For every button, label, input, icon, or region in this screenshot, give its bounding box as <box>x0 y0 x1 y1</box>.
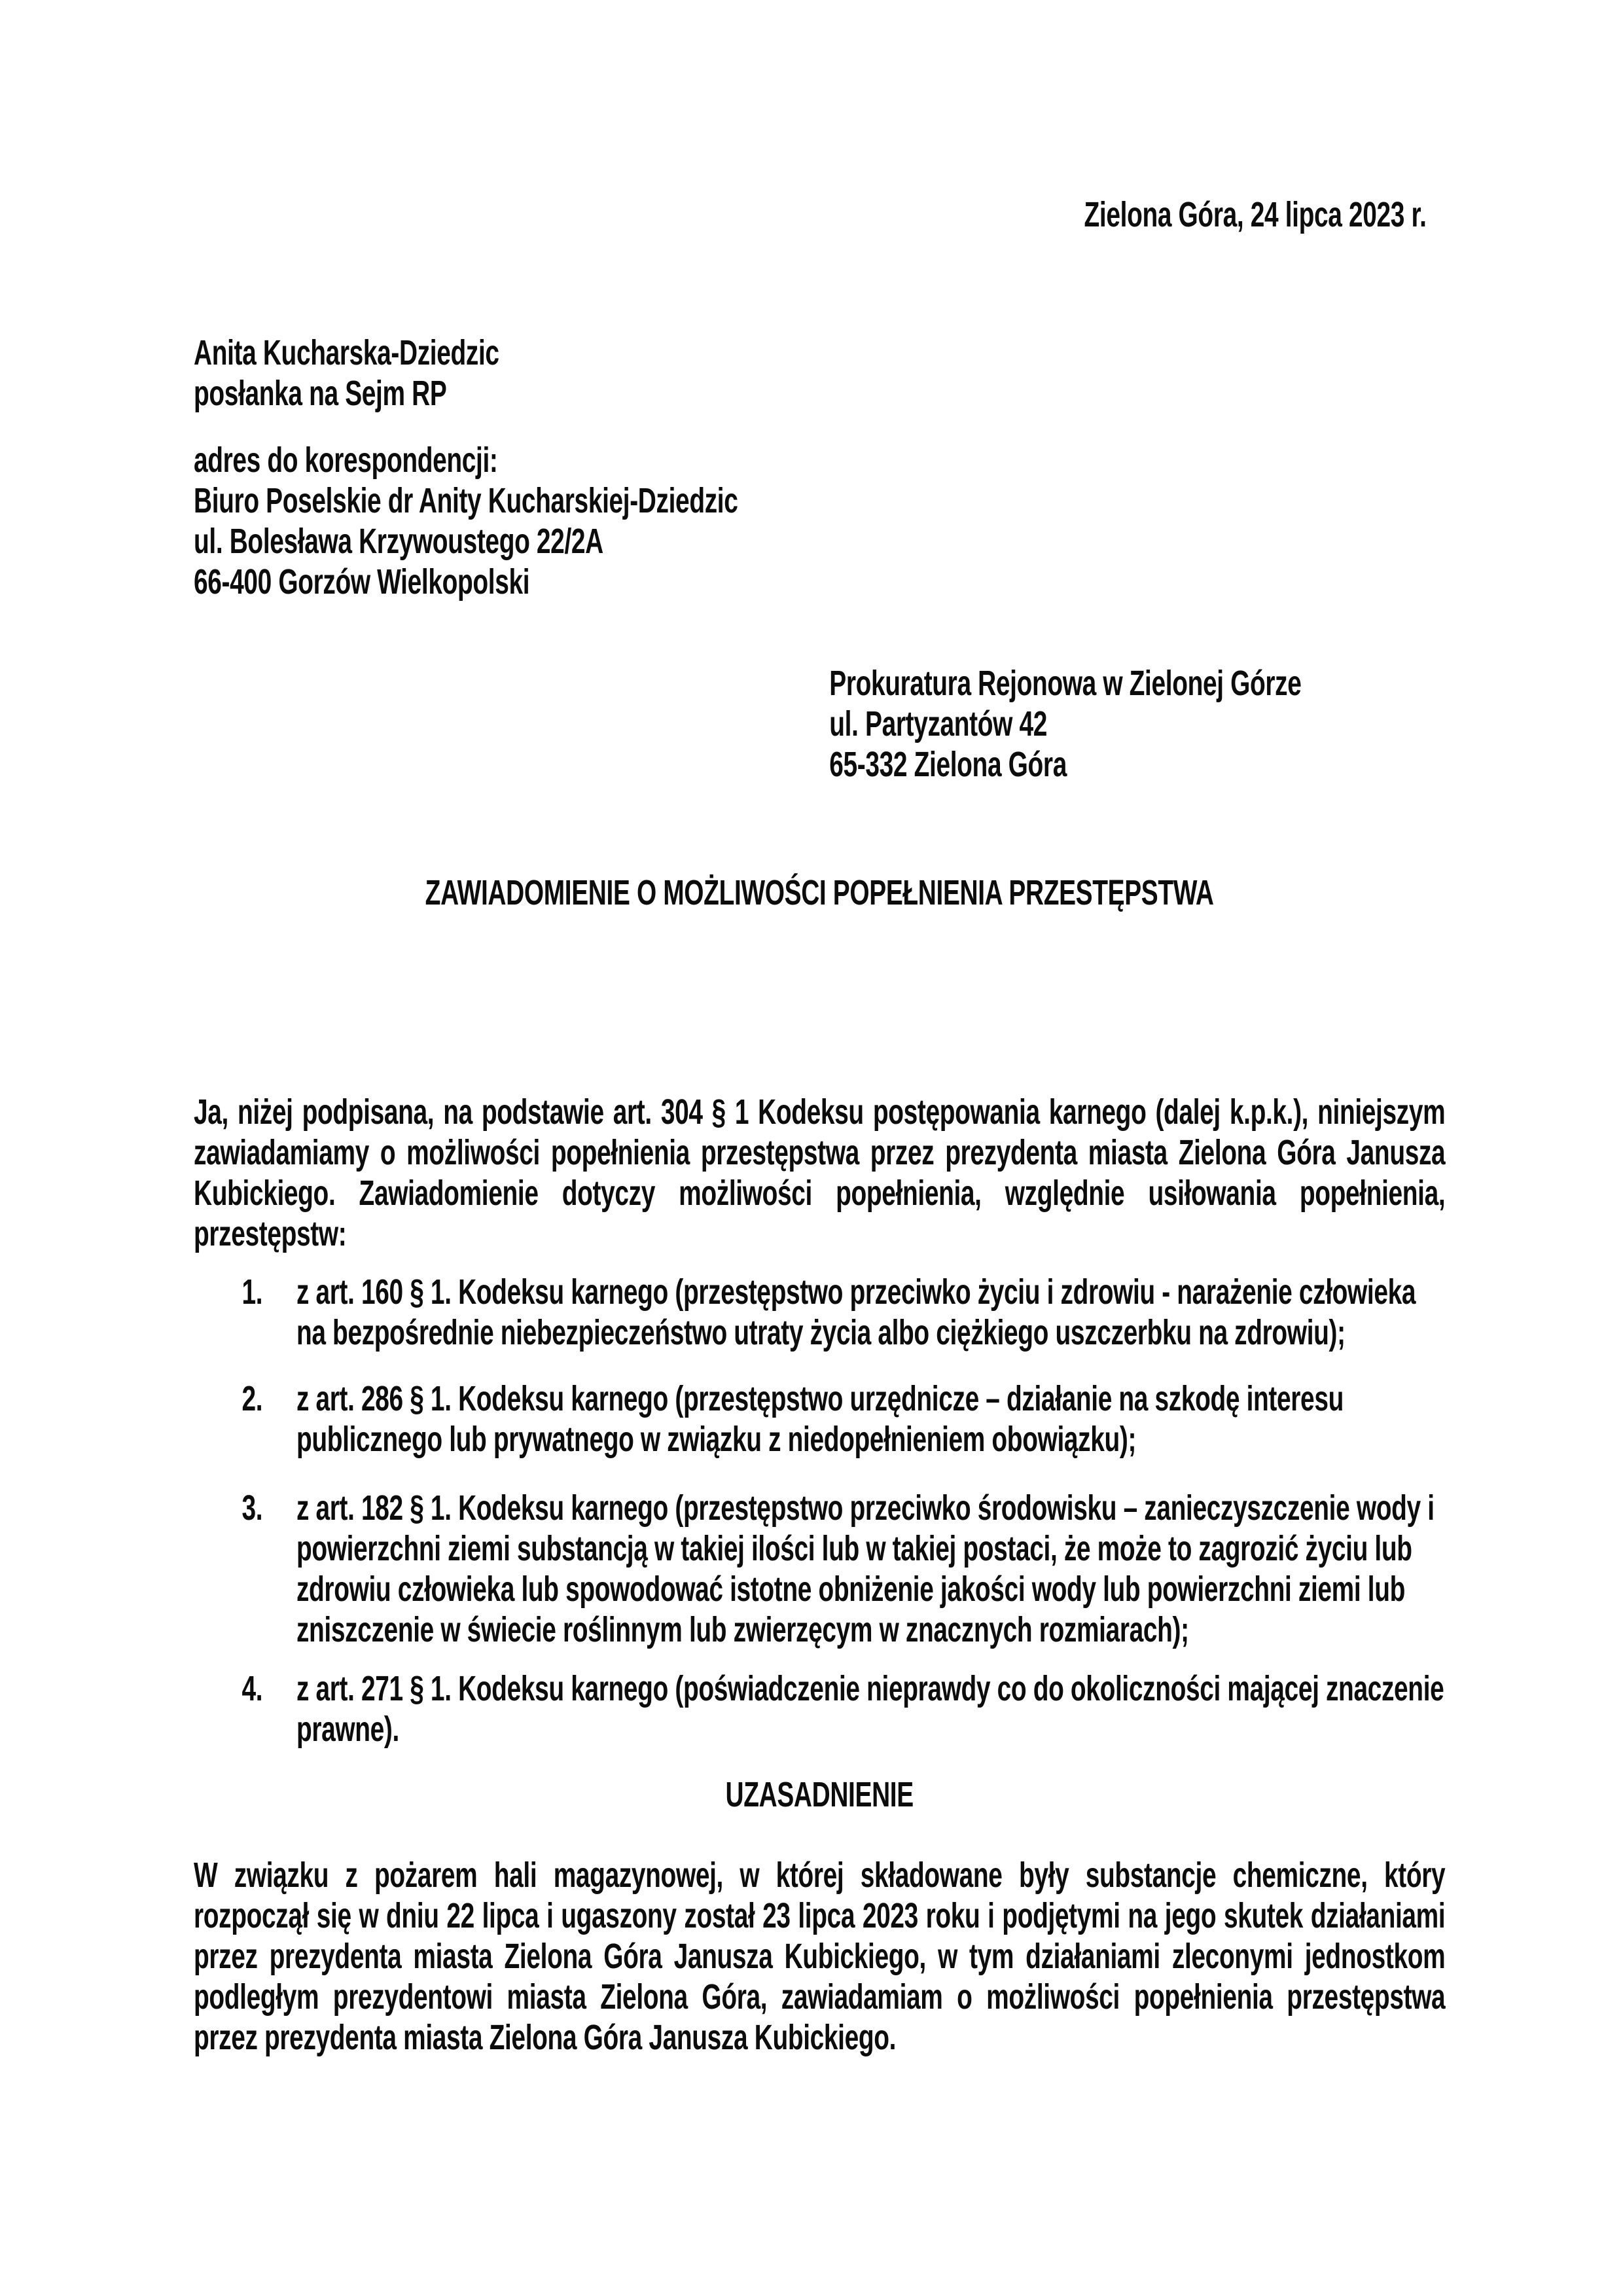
intro-paragraph: Ja, niżej podpisana, na podstawie art. 304 § 1 Kodeksu postępowania karnego (dalej k.p.k.), niniejszym zawiadamiamy o możliwości popełnienia przestępstwa przez prezydenta miasta Zielona Góra Janusza Kubickiego. Zawiadomienie dotyczy możliwości popełnienia, względnie usiłowania popełnienia, przestępstw: <box>194 1092 1446 1253</box>
offense-item-4 <box>194 1668 1445 1749</box>
recipient-line-1: Prokuratura Rejonowa w Zielonej Górze <box>829 664 1302 703</box>
text-column <box>194 0 1445 2296</box>
section-heading: UZASADNIENIE <box>725 1775 914 1814</box>
sender-address-line-2: ul. Bolesława Krzywoustego 22/2A <box>194 522 603 561</box>
recipient-block <box>829 663 1445 785</box>
offense-number-1: 1. <box>241 1272 263 1312</box>
sender-role: posłanka na Sejm RP <box>194 374 447 413</box>
document-title: ZAWIADOMIENIE O MOŻLIWOŚCI POPEŁNIENIA PRZESTĘPSTWA <box>425 873 1214 912</box>
recipient-line-3: 65-332 Zielona Góra <box>829 745 1067 784</box>
offense-item-3 <box>194 1488 1445 1650</box>
sender-address-label: adres do korespondencji: <box>194 440 498 480</box>
offense-text-4: z art. 271 § 1. Kodeksu karnego (poświadczenie nieprawdy co do okoliczności mającej znaczenie prawne). <box>296 1669 1444 1749</box>
date-line: Zielona Góra, 24 lipca 2023 r. <box>1084 195 1427 234</box>
justification-paragraph: W związku z pożarem hali magazynowej, w której składowane były substancje chemiczne, który rozpoczął się w dniu 22 lipca i ugaszony został 23 lipca 2023 roku i podjętymi na jego skutek działaniami przez prezydenta miasta Zielona Góra Janusza Kubickiego, w tym działaniami zleconymi jednostkom podległym prezydentowi miasta Zielona Góra, zawiadamiam o możliwości popełnienia przestępstwa przez prezydenta miasta Zielona Góra Janusza Kubickiego. <box>194 1856 1446 2057</box>
offense-number-4: 4. <box>241 1669 263 1708</box>
offense-item-2 <box>194 1378 1445 1460</box>
sender-address-line-1: Biuro Poselskie dr Anity Kucharskiej-Dziedzic <box>194 481 738 520</box>
offense-text-3: z art. 182 § 1. Kodeksu karnego (przestępstwo przeciwko środowisku – zanieczyszczenie wody i powierzchni ziemi substancją w takiej ilości lub w takiej postaci, że może to zagrozić życiu lub zdrowiu człowieka lub spowodować istotne obniżenie jakości wody lub powierzchni ziemi lub zniszczenie w świecie roślinnym lub zwierzęcym w znacznych rozmiarach); <box>296 1488 1435 1649</box>
offense-number-3: 3. <box>241 1488 263 1528</box>
sender-name: Anita Kucharska-Dziedzic <box>194 333 499 372</box>
recipient-line-2: ul. Partyzantów 42 <box>829 704 1048 744</box>
offense-number-2: 2. <box>241 1379 263 1418</box>
offense-item-1 <box>194 1272 1445 1353</box>
offense-text-1: z art. 160 § 1. Kodeksu karnego (przestępstwo przeciwko życiu i zdrowiu - narażenie człowieka na bezpośrednie niebezpieczeństwo utraty życia albo ciężkiego uszczerbku na zdrowiu); <box>296 1272 1416 1352</box>
letter-content <box>194 0 1445 2296</box>
sender-address-line-3: 66-400 Gorzów Wielkopolski <box>194 562 530 601</box>
offense-text-2: z art. 286 § 1. Kodeksu karnego (przestępstwo urzędnicze – działanie na szkodę interesu publicznego lub prywatnego w związku z niedopełnieniem obowiązku); <box>296 1379 1344 1459</box>
